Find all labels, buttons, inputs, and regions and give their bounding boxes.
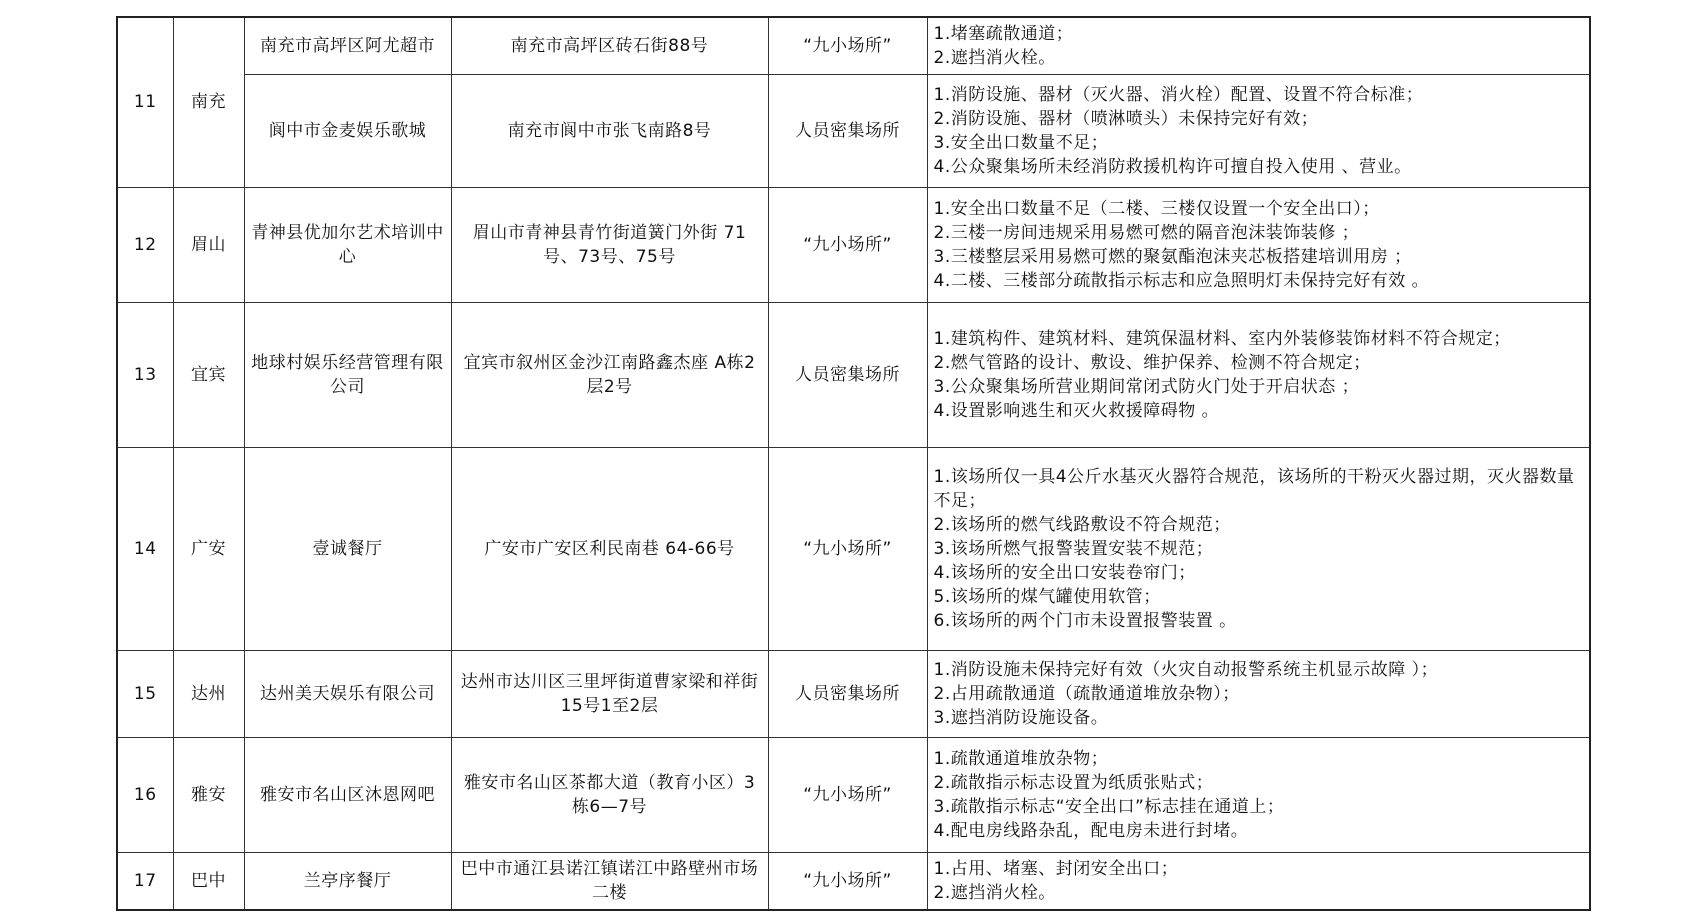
issue-line: 1.该场所仅一具4公斤水基灭火器符合规范，该场所的干粉灭火器过期，灭火器数量不足； bbox=[933, 466, 1575, 511]
venue-type: “九小场所” bbox=[768, 17, 927, 74]
venue-name: 青神县优加尔艺术培训中心 bbox=[244, 187, 451, 302]
issues-cell bbox=[927, 302, 1590, 447]
issue-line: 1.消防设施未保持完好有效（火灾自动报警系统主机显示故障 ）； bbox=[933, 659, 1439, 680]
venue-type: “九小场所” bbox=[768, 447, 927, 650]
venue-address: 眉山市青神县青竹街道簧门外街 71号、73号、75号 bbox=[451, 187, 768, 302]
issue-line: 3.安全出口数量不足； bbox=[933, 132, 1109, 153]
table-row bbox=[117, 17, 1590, 74]
venue-type: 人员密集场所 bbox=[768, 650, 927, 737]
city-cell: 达州 bbox=[173, 650, 244, 737]
city-cell: 宜宾 bbox=[173, 302, 244, 447]
row-number: 13 bbox=[117, 302, 173, 447]
inspection-table-page bbox=[116, 16, 1589, 911]
city-cell: 眉山 bbox=[173, 187, 244, 302]
issue-line: 6.该场所的两个门市未设置报警装置 。 bbox=[933, 610, 1237, 631]
table-row bbox=[117, 650, 1590, 737]
venue-type: “九小场所” bbox=[768, 187, 927, 302]
issue-line: 1.占用、堵塞、封闭安全出口； bbox=[933, 858, 1179, 879]
table-body bbox=[117, 17, 1590, 910]
issue-line: 4.二楼、三楼部分疏散指示标志和应急照明灯未保持完好有效 。 bbox=[933, 270, 1430, 291]
issue-line: 1.疏散通道堆放杂物； bbox=[933, 748, 1109, 769]
issue-line: 1.堵塞疏散通道； bbox=[933, 23, 1074, 44]
table-row bbox=[117, 74, 1590, 187]
issue-line: 3.公众聚集场所营业期间常闭式防火门处于开启状态 ； bbox=[933, 376, 1360, 397]
venue-address: 雅安市名山区茶都大道（教育小区）3栋6—7号 bbox=[451, 737, 768, 852]
issue-line: 3.疏散指示标志“安全出口”标志挂在通道上； bbox=[933, 796, 1285, 817]
row-number: 12 bbox=[117, 187, 173, 302]
row-number: 17 bbox=[117, 852, 173, 910]
table-row bbox=[117, 852, 1590, 910]
venue-address: 南充市阆中市张飞南路8号 bbox=[451, 74, 768, 187]
venue-address: 巴中市通江县诺江镇诺江中路壁州市场二楼 bbox=[451, 852, 768, 910]
issue-line: 2.三楼一房间违规采用易燃可燃的隔音泡沫装饰装修 ； bbox=[933, 222, 1360, 243]
venue-address: 南充市高坪区砖石街88号 bbox=[451, 17, 768, 74]
venue-name: 雅安市名山区沐恩网吧 bbox=[244, 737, 451, 852]
issue-line: 4.配电房线路杂乱，配电房未进行封堵。 bbox=[933, 820, 1249, 841]
venue-name: 壹诚餐厅 bbox=[244, 447, 451, 650]
row-number: 14 bbox=[117, 447, 173, 650]
venue-name: 阆中市金麦娱乐歌城 bbox=[244, 74, 451, 187]
issue-line: 1.安全出口数量不足（二楼、三楼仅设置一个安全出口）； bbox=[933, 198, 1380, 219]
venue-type: “九小场所” bbox=[768, 737, 927, 852]
issues-cell bbox=[927, 737, 1590, 852]
city-cell: 广安 bbox=[173, 447, 244, 650]
fire-hazard-table bbox=[116, 16, 1591, 911]
table-row bbox=[117, 187, 1590, 302]
city-cell: 南充 bbox=[173, 17, 244, 187]
venue-type: 人员密集场所 bbox=[768, 74, 927, 187]
venue-type: “九小场所” bbox=[768, 852, 927, 910]
issue-line: 3.三楼整层采用易燃可燃的聚氨酯泡沫夹芯板搭建培训用房 ； bbox=[933, 246, 1412, 267]
issues-cell bbox=[927, 447, 1590, 650]
table-row bbox=[117, 302, 1590, 447]
venue-name: 地球村娱乐经营管理有限公司 bbox=[244, 302, 451, 447]
row-number: 16 bbox=[117, 737, 173, 852]
table-row bbox=[117, 737, 1590, 852]
table-row bbox=[117, 447, 1590, 650]
issues-cell bbox=[927, 187, 1590, 302]
issue-line: 2.疏散指示标志设置为纸质张贴式； bbox=[933, 772, 1214, 793]
venue-name: 兰亭序餐厅 bbox=[244, 852, 451, 910]
issues-cell bbox=[927, 852, 1590, 910]
issue-line: 1.消防设施、器材（灭火器、消火栓）配置、设置不符合标准； bbox=[933, 84, 1424, 105]
venue-name: 达州美天娱乐有限公司 bbox=[244, 650, 451, 737]
issue-line: 3.该场所燃气报警装置安装不规范； bbox=[933, 538, 1214, 559]
issue-line: 2.消防设施、器材（喷淋喷头）未保持完好有效； bbox=[933, 108, 1319, 129]
issue-line: 5.该场所的煤气罐使用软管； bbox=[933, 586, 1161, 607]
issue-line: 4.设置影响逃生和灭火救援障碍物 。 bbox=[933, 400, 1220, 421]
issues-cell bbox=[927, 74, 1590, 187]
venue-type: 人员密集场所 bbox=[768, 302, 927, 447]
city-cell: 巴中 bbox=[173, 852, 244, 910]
row-number: 15 bbox=[117, 650, 173, 737]
issue-line: 3.遮挡消防设施设备。 bbox=[933, 707, 1109, 728]
venue-address: 达州市达川区三里坪街道曹家梁和祥街15号1至2层 bbox=[451, 650, 768, 737]
venue-address: 广安市广安区利民南巷 64-66号 bbox=[451, 447, 768, 650]
issues-cell bbox=[927, 650, 1590, 737]
issue-line: 2.该场所的燃气线路敷设不符合规范； bbox=[933, 514, 1231, 535]
issue-line: 2.遮挡消火栓。 bbox=[933, 47, 1056, 68]
issue-line: 2.燃气管路的设计、敷设、维护保养、检测不符合规定； bbox=[933, 352, 1371, 373]
issue-line: 4.公众聚集场所未经消防救援机构许可擅自投入使用 、营业。 bbox=[933, 156, 1412, 177]
issue-line: 1.建筑构件、建筑材料、建筑保温材料、室内外装修装饰材料不符合规定； bbox=[933, 328, 1511, 349]
venue-address: 宜宾市叙州区金沙江南路鑫杰座 A栋2层2号 bbox=[451, 302, 768, 447]
issue-line: 2.占用疏散通道（疏散通道堆放杂物）； bbox=[933, 683, 1240, 704]
row-number: 11 bbox=[117, 17, 173, 187]
city-cell: 雅安 bbox=[173, 737, 244, 852]
venue-name: 南充市高坪区阿尤超市 bbox=[244, 17, 451, 74]
issue-line: 2.遮挡消火栓。 bbox=[933, 882, 1056, 903]
issue-line: 4.该场所的安全出口安装卷帘门； bbox=[933, 562, 1196, 583]
issues-cell bbox=[927, 17, 1590, 74]
